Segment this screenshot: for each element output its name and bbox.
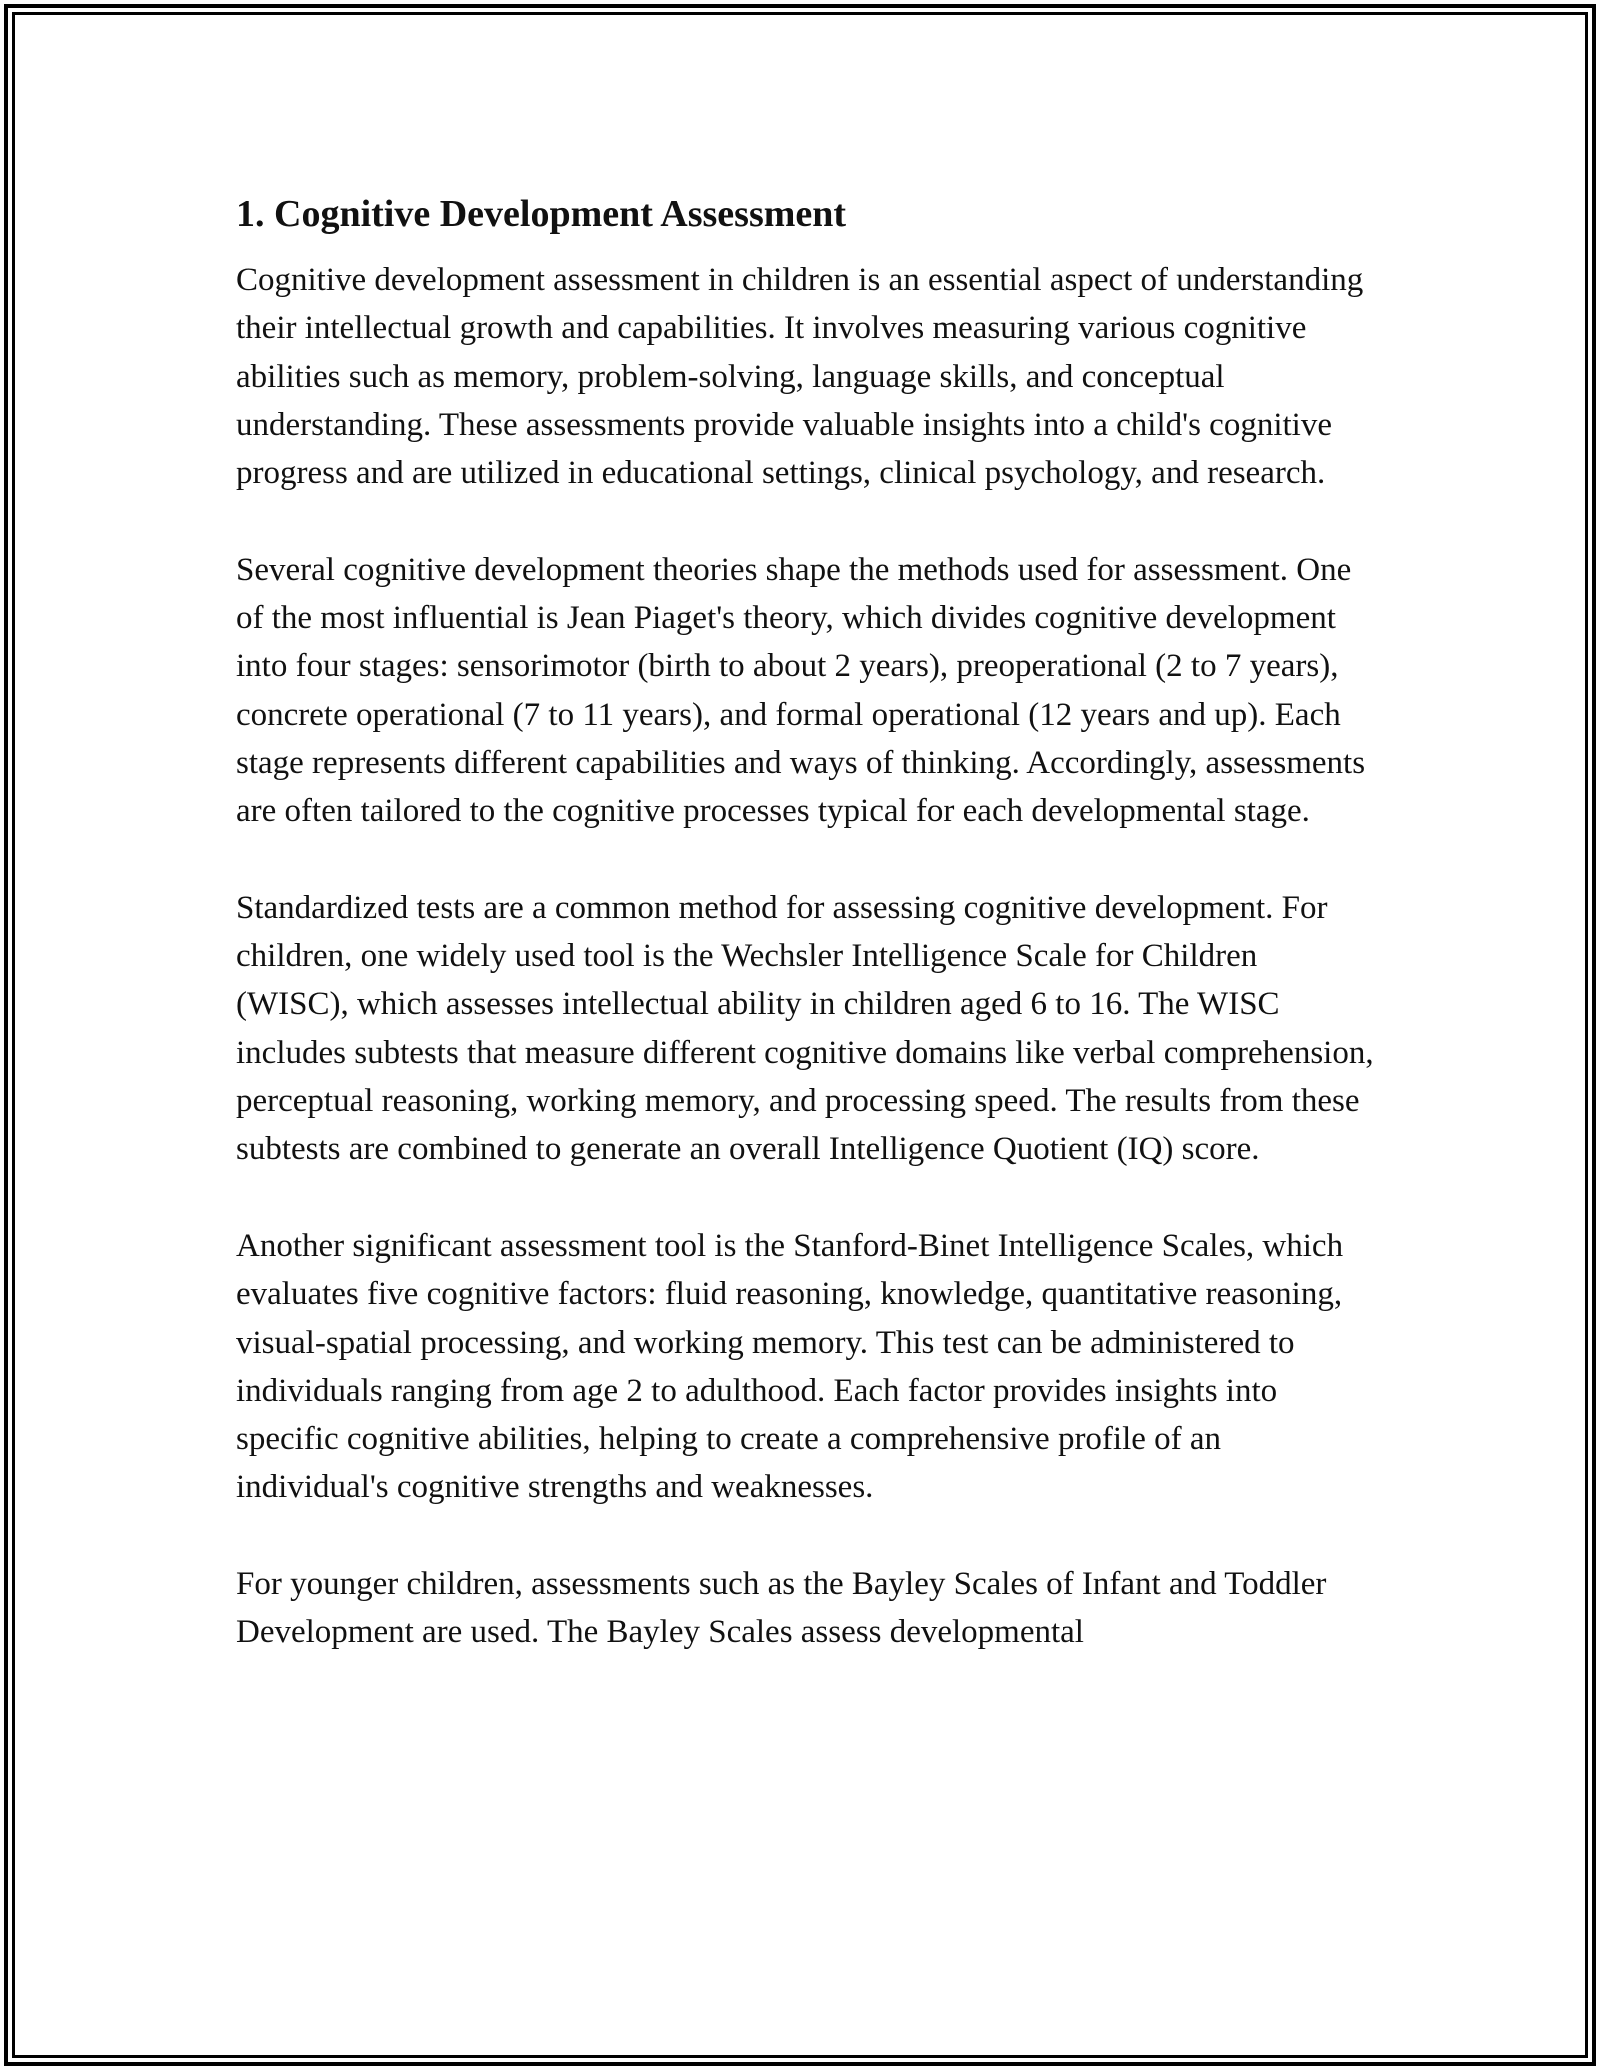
paragraph-stanford-binet: Another significant assessment tool is the Stanford-Binet Intelligence Scales, which evaluates five cognitive factors: fluid reasoning, knowledge, quantitative reasoning, visual-spatial processing, and working memory. This test can be administered to individuals ranging from age 2 to adulthood. Each factor provides insights into specific cognitive abilities, helping to create a comprehensive profile of an individual's cognitive strengths and weaknesses. [236,1227,1344,1506]
paragraph-intro: Cognitive development assessment in children is an essential aspect of understanding their intellectual growth and capabilities. It involves measuring various cognitive abilities such as memory, problem-solving, language skills, and conceptual understanding. These assessments provide valuable insights into a child's cognitive progress and are utilized in educational settings, clinical psychology, and research. [236,262,1364,492]
document-body [236,186,1376,1705]
paragraph-wisc: Standardized tests are a common method for assessing cognitive development. For children, one widely used tool is the Wechsler Intelligence Scale for Children (WISC), which assesses intellectual ability in children aged 6 to 16. The WISC includes subtests that measure different cognitive domains like verbal comprehension, perceptual reasoning, working memory, and processing speed. The results from these subtests are combined to generate an overall Intelligence Quotient (IQ) score. [236,889,1374,1168]
paragraph-piaget-theory: Several cognitive development theories shape the methods used for assessment. One of the most influential is Jean Piaget's theory, which divides cognitive development into four stages: sensorimotor (birth to about 2 years), preoperational (2 to 7 years), concrete operational (7 to 11 years), and formal operational (12 years and up). Each stage represents different capabilities and ways of thinking. Accordingly, assessments are often tailored to the cognitive processes typical for each developmental stage. [236,551,1366,830]
section-heading: 1. Cognitive Development Assessment [236,193,847,235]
paragraph-bayley-scales: For younger children, assessments such as the Bayley Scales of Infant and Toddler Development are used. The Bayley Scales assess developmental [236,1566,1327,1651]
